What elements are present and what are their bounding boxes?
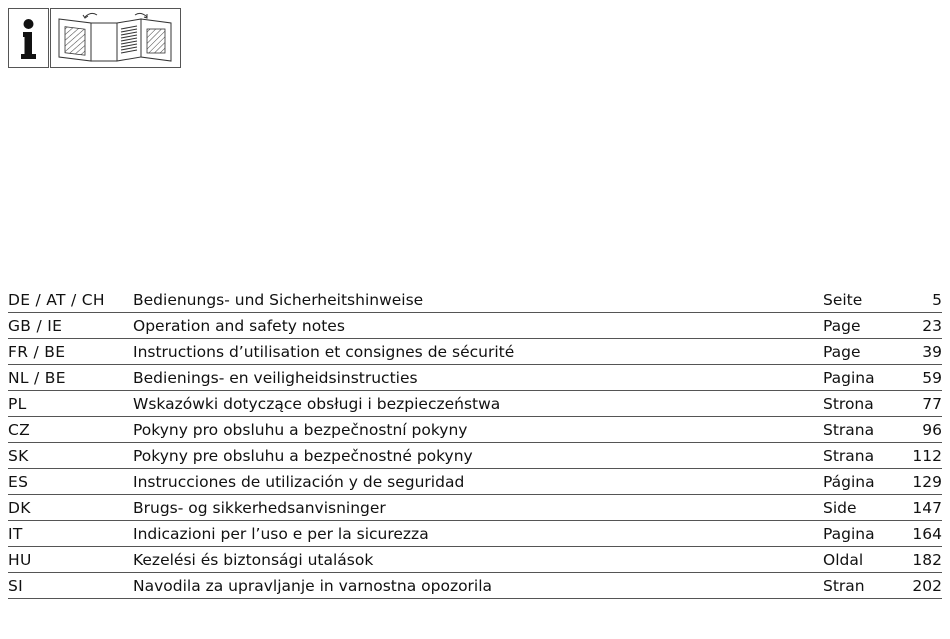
toc-row [8,495,942,521]
toc-country-codes: CZ [8,420,31,439]
toc-row [8,417,942,443]
toc-page-number: 129 [912,472,942,491]
toc-page-number: 182 [912,550,942,569]
toc-country-codes: HU [8,550,32,569]
toc-row [8,469,942,495]
toc-section-title: Operation and safety notes [133,316,345,335]
toc-page-number: 96 [922,420,942,439]
toc-country-codes: DK [8,498,31,517]
toc-section-title: Indicazioni per l’uso e per la sicurezza [133,524,429,543]
toc-country-codes: NL / BE [8,368,66,387]
toc-country-codes: SK [8,446,29,465]
toc-page-label: Side [823,498,857,517]
toc-section-title: Kezelési és biztonsági utalások [133,550,374,569]
toc-section-title: Bedienungs- und Sicherheitshinweise [133,290,424,309]
toc-page-label: Page [823,342,861,361]
toc-country-codes: FR / BE [8,342,66,361]
foldout-pages-icon [50,8,181,68]
toc-page-label: Oldal [823,550,864,569]
toc-row [8,521,942,547]
toc-row [8,313,942,339]
toc-page-label: Strana [823,446,875,465]
toc-row [8,547,942,573]
info-icon [8,8,49,68]
toc-page-number: 39 [922,342,942,361]
toc-country-codes: SI [8,576,24,595]
table-of-contents [8,287,942,599]
toc-page-label: Strona [823,394,874,413]
toc-row [8,391,942,417]
toc-section-title: Instructions d’utilisation et consignes de sécurité [133,342,515,361]
toc-row [8,365,942,391]
toc-row [8,573,942,599]
toc-page-number: 23 [922,316,942,335]
toc-page-number: 164 [912,524,942,543]
toc-page-label: Seite [823,290,863,309]
toc-page-number: 147 [912,498,942,517]
toc-section-title: Instrucciones de utilización y de seguridad [133,472,465,491]
toc-page-label: Page [823,316,861,335]
toc-section-title: Pokyny pre obsluhu a bezpečnostné pokyny [133,446,473,465]
toc-page-number: 59 [922,368,942,387]
toc-page-label: Stran [823,576,865,595]
toc-country-codes: GB / IE [8,316,63,335]
toc-country-codes: DE / AT / CH [8,290,105,309]
toc-country-codes: ES [8,472,29,491]
toc-page-label: Pagina [823,524,875,543]
toc-page-label: Página [823,472,875,491]
toc-page-number: 112 [912,446,942,465]
toc-section-title: Pokyny pro obsluhu a bezpečnostní pokyny [133,420,468,439]
toc-section-title: Wskazówki dotyczące obsługi i bezpieczeństwa [133,394,501,413]
toc-page-label: Pagina [823,368,875,387]
toc-section-title: Navodila za upravljanje in varnostna opozorila [133,576,493,595]
toc-page-number: 202 [912,576,942,595]
toc-section-title: Bedienings- en veiligheidsinstructies [133,368,418,387]
toc-row [8,443,942,469]
toc-page-number: 77 [922,394,942,413]
toc-country-codes: PL [8,394,27,413]
toc-row [8,339,942,365]
toc-country-codes: IT [8,524,23,543]
toc-page-number: 5 [932,290,942,309]
toc-row [8,287,942,313]
toc-page-label: Strana [823,420,875,439]
toc-section-title: Brugs- og sikkerhedsanvisninger [133,498,386,517]
